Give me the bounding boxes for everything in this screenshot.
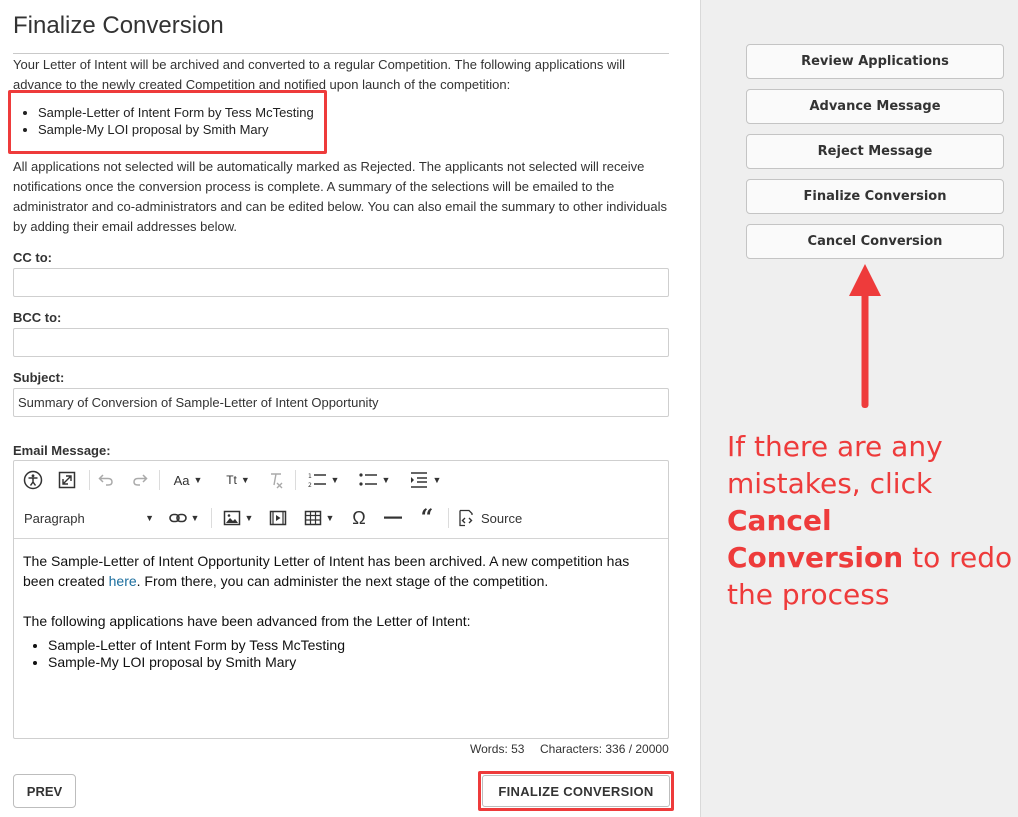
chevron-down-icon: ▼: [240, 475, 250, 485]
svg-text:1: 1: [307, 473, 312, 480]
accessibility-icon[interactable]: [20, 469, 46, 491]
chevron-down-icon: ▼: [381, 475, 391, 485]
content-paragraph-2: The following applications have been advanced from the Letter of Intent:: [23, 613, 471, 629]
email-message-label: Email Message:: [13, 443, 111, 458]
list-item: • Sample-My LOI proposal by Smith Mary: [38, 121, 314, 138]
content-paragraph-1: [23, 551, 653, 591]
sidebar: [700, 0, 1018, 817]
advanced-applications-list: [24, 104, 314, 138]
annotation-arrow-icon: [847, 262, 883, 412]
toolbar-divider: [211, 508, 212, 528]
chevron-down-icon: ▼: [193, 475, 203, 485]
numbered-list-dropdown[interactable]: [301, 469, 345, 491]
annotation-text: [727, 428, 1017, 613]
bcc-input[interactable]: [13, 328, 669, 357]
font-size-label: Aa: [173, 472, 190, 488]
chevron-down-icon: ▼: [330, 475, 340, 485]
advance-message-button[interactable]: Advance Message: [746, 89, 1004, 124]
notice-text: All applications not selected will be automatically marked as Rejected. The applicants not selected will receive notifications once the conversion process is complete. A summary of the selections will be emailed to the administrator and co-administrators and can be edited below. You can also email the summary to other individuals by adding their email addresses below.: [13, 159, 667, 234]
prev-button[interactable]: PREV: [13, 774, 76, 808]
block-quote-icon[interactable]: “: [420, 505, 434, 531]
chevron-down-icon: ▼: [145, 513, 154, 523]
source-button[interactable]: [456, 507, 528, 529]
bullet-list-dropdown[interactable]: [352, 469, 396, 491]
title-divider: [13, 53, 669, 54]
image-dropdown[interactable]: [218, 507, 258, 529]
annotation-part-2: to redo the process: [727, 541, 1013, 611]
character-count: Characters: 336 / 20000: [540, 742, 669, 756]
chevron-down-icon: ▼: [244, 513, 254, 523]
text-style-label: Tt: [226, 473, 237, 487]
indent-dropdown[interactable]: [403, 469, 447, 491]
finalize-conversion-button[interactable]: FINALIZE CONVERSION: [482, 775, 670, 807]
horizontal-line-icon[interactable]: [381, 507, 405, 529]
sidebar-finalize-conversion-button[interactable]: Finalize Conversion: [746, 179, 1004, 214]
reject-message-button[interactable]: Reject Message: [746, 134, 1004, 169]
remove-format-icon[interactable]: [264, 469, 288, 491]
paragraph-style-dropdown[interactable]: [24, 507, 154, 529]
editor-toolbar-row-1: [14, 461, 668, 499]
page-title: Finalize Conversion: [13, 12, 224, 39]
media-embed-icon[interactable]: [266, 507, 290, 529]
annotation-bold: Cancel Conversion: [727, 504, 904, 574]
font-size-dropdown[interactable]: [168, 469, 208, 491]
paragraph-style-label: Paragraph: [24, 510, 85, 526]
list-item: • Sample-My LOI proposal by Smith Mary: [48, 654, 653, 671]
list-item: • Sample-Letter of Intent Form by Tess McTesting: [48, 637, 653, 654]
link-dropdown[interactable]: [164, 507, 204, 529]
word-count: Words: 53: [470, 742, 525, 756]
cancel-conversion-button[interactable]: Cancel Conversion: [746, 224, 1004, 259]
special-characters-icon[interactable]: Ω: [352, 507, 366, 528]
toolbar-divider: [159, 470, 160, 490]
intro-text: Your Letter of Intent will be archived and converted to a regular Competition. The following applications will advance to the newly created Competition and notified upon launch of the competition:: [13, 57, 626, 92]
chevron-down-icon: ▼: [325, 513, 335, 523]
text-style-dropdown[interactable]: [218, 469, 258, 491]
bcc-label: BCC to:: [13, 310, 62, 325]
editor-toolbar-row-2: [14, 499, 668, 537]
table-dropdown[interactable]: [298, 507, 340, 529]
content-list: [23, 637, 653, 671]
toolbar-divider: [295, 470, 296, 490]
rich-text-editor: [13, 460, 669, 739]
editor-content-area[interactable]: [23, 551, 653, 671]
fullscreen-icon[interactable]: [54, 469, 80, 491]
chevron-down-icon: ▼: [432, 475, 442, 485]
list-item: • Sample-Letter of Intent Form by Tess McTesting: [38, 104, 314, 121]
content-text: . From there, you can administer the next stage of the competition.: [136, 573, 549, 589]
toolbar-divider: [448, 508, 449, 528]
chevron-down-icon: ▼: [190, 513, 200, 523]
toolbar-divider: [89, 470, 90, 490]
svg-text:2: 2: [307, 482, 312, 489]
cc-input[interactable]: [13, 268, 669, 297]
subject-label: Subject:: [13, 370, 65, 385]
review-applications-button[interactable]: Review Applications: [746, 44, 1004, 79]
content-text: The Sample-Letter of Intent Opportunity Letter of Intent has been archived. A new competition has been created: [23, 553, 630, 589]
source-label: Source: [481, 510, 523, 526]
cc-label: CC to:: [13, 250, 52, 265]
redo-icon[interactable]: [128, 469, 152, 491]
toolbar-separator: [14, 538, 668, 539]
subject-input[interactable]: [13, 388, 669, 417]
undo-icon[interactable]: [94, 469, 118, 491]
annotation-part-1: If there are any mistakes, click: [727, 430, 943, 500]
here-link[interactable]: here: [108, 573, 137, 589]
